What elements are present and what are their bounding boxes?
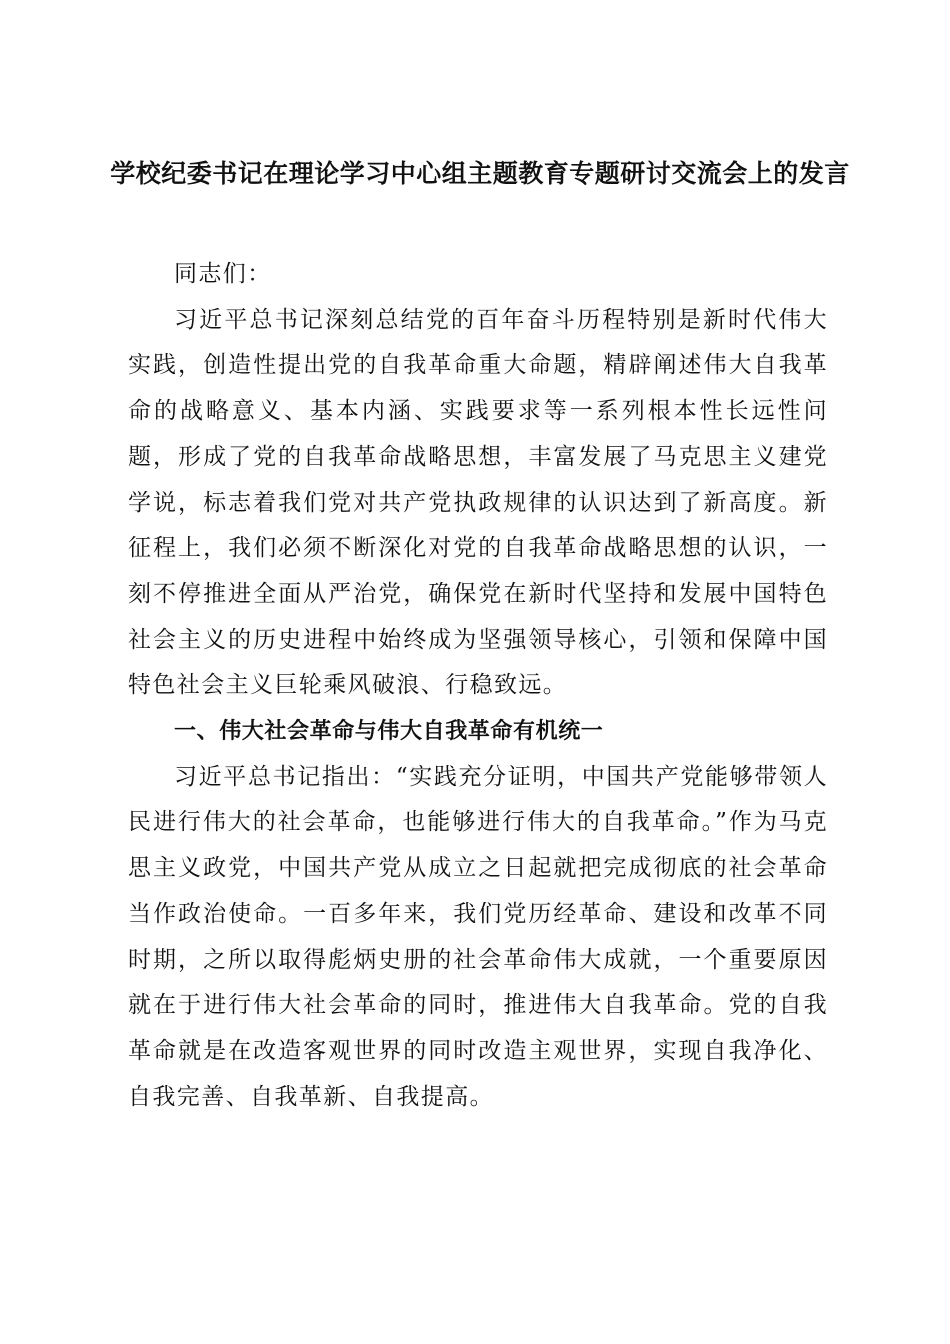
body-paragraph: 习近平总书记深刻总结党的百年奋斗历程特别是新时代伟大实践，创造性提出党的自我革命重大命题，精辟阐述伟大自我革命的战略意义、基本内涵、实践要求等一系列根本性长远性问题，形成了党的自我革命战略思想，丰富发展了马克思主义建党学说，标志着我们党对共产党执政规律的认识达到了新高度。新征程上，我们必须不断深化对党的自我革命战略思想的认识，一刻不停推进全面从严治党，确保党在新时代坚持和发展中国特色社会主义的历史进程中始终成为坚强领导核心，引领和保障中国特色社会主义巨轮乘风破浪、行稳致远。 <box>128 306 828 699</box>
salutation: 同志们： <box>174 261 272 287</box>
document-title: 学校纪委书记在理论学习中心组主题教育专题研讨交流会上的发言 <box>110 159 850 188</box>
section-heading: 一、伟大社会革命与伟大自我革命有机统一 <box>174 719 604 745</box>
body-paragraph: 习近平总书记指出：“实践充分证明，中国共产党能够带领人民进行伟大的社会革命，也能够进行伟大的自我革命。”作为马克思主义政党，中国共产党从成立之日起就把完成彻底的社会革命当作政治使命。一百多年来，我们党历经革命、建设和改革不同时期，之所以取得彪炳史册的社会革命伟大成就，一个重要原因就在于进行伟大社会革命的同时，推进伟大自我革命。党的自我革命就是在改造客观世界的同时改造主观世界，实现自我净化、自我完善、自我革新、自我提高。 <box>128 763 828 1110</box>
document-body <box>128 252 828 1120</box>
